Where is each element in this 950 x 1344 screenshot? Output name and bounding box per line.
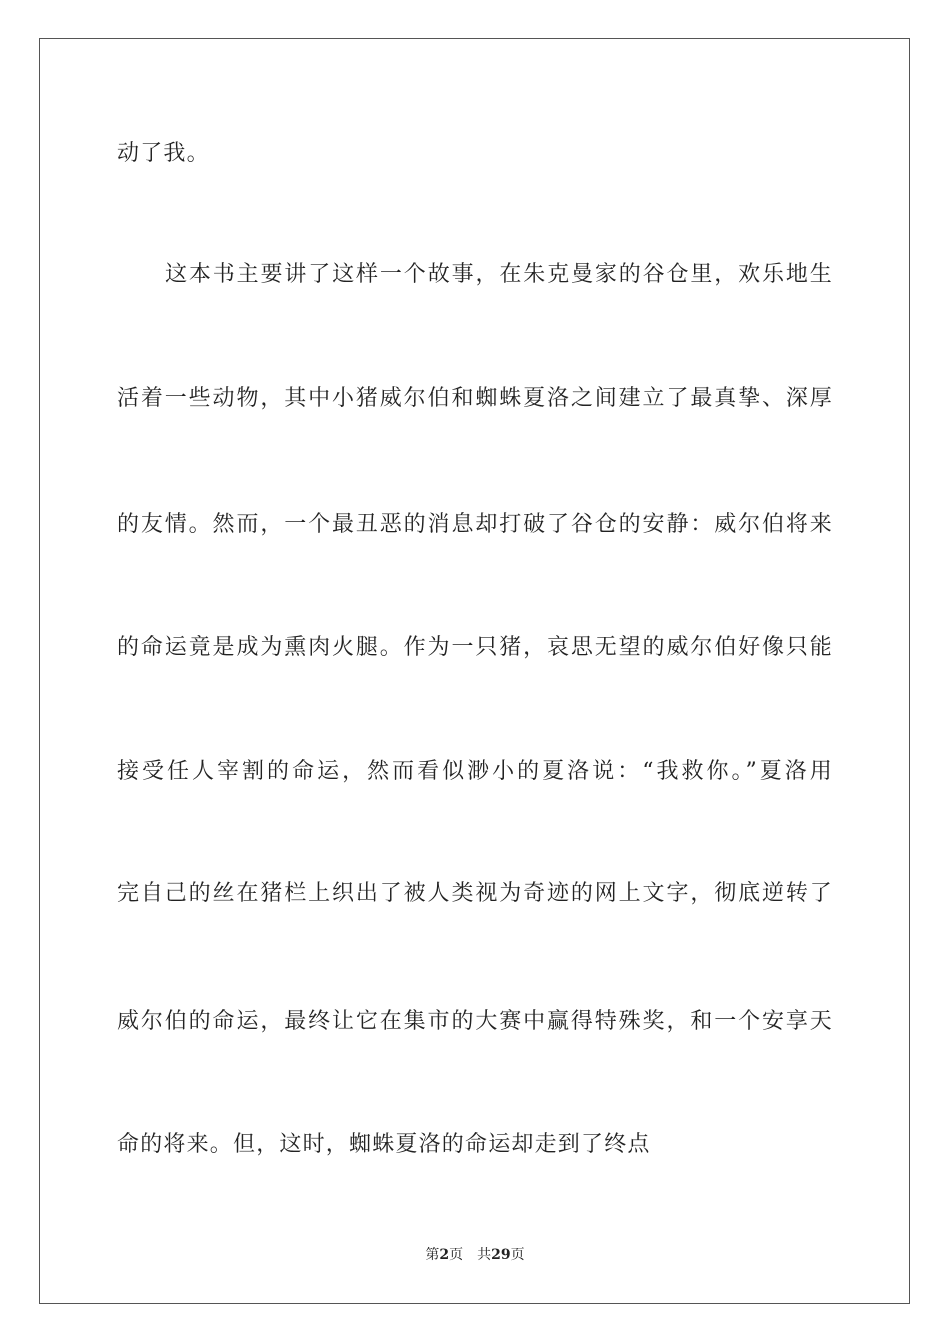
paragraph-first-line: 这本书主要讲了这样一个故事，在朱克曼家的谷仓里，欢乐地生 xyxy=(165,262,833,287)
total-pages: 29 xyxy=(491,1247,511,1263)
total-prefix: 共 xyxy=(477,1247,492,1263)
page-footer xyxy=(0,1245,950,1265)
text-line-8: 威尔伯的命运，最终让它在集市的大赛中赢得特殊奖，和一个安享天 xyxy=(117,1009,833,1034)
text-line-4: 的友情。然而，一个最丑恶的消息却打破了谷仓的安静：威尔伯将来 xyxy=(117,512,833,537)
total-suffix: 页 xyxy=(510,1247,525,1263)
text-line-7: 完自己的丝在猪栏上织出了被人类视为奇迹的网上文字，彻底逆转了 xyxy=(117,881,833,906)
text-line-6: 接受任人宰割的命运，然而看似渺小的夏洛说：“我救你。”夏洛用 xyxy=(117,759,833,784)
text-line-1: 动了我。 xyxy=(117,141,210,166)
text-line-9: 命的将来。但，这时，蜘蛛夏洛的命运却走到了终点 xyxy=(117,1132,651,1157)
text-line-5: 的命运竟是成为熏肉火腿。作为一只猪，哀思无望的威尔伯好像只能 xyxy=(117,635,833,660)
text-line-3: 活着一些动物，其中小猪威尔伯和蜘蛛夏洛之间建立了最真挚、深厚 xyxy=(117,386,833,411)
page-border xyxy=(39,38,910,1304)
page-suffix: 页 xyxy=(449,1247,464,1263)
page-number: 2 xyxy=(439,1247,450,1263)
page-prefix: 第 xyxy=(425,1247,440,1263)
